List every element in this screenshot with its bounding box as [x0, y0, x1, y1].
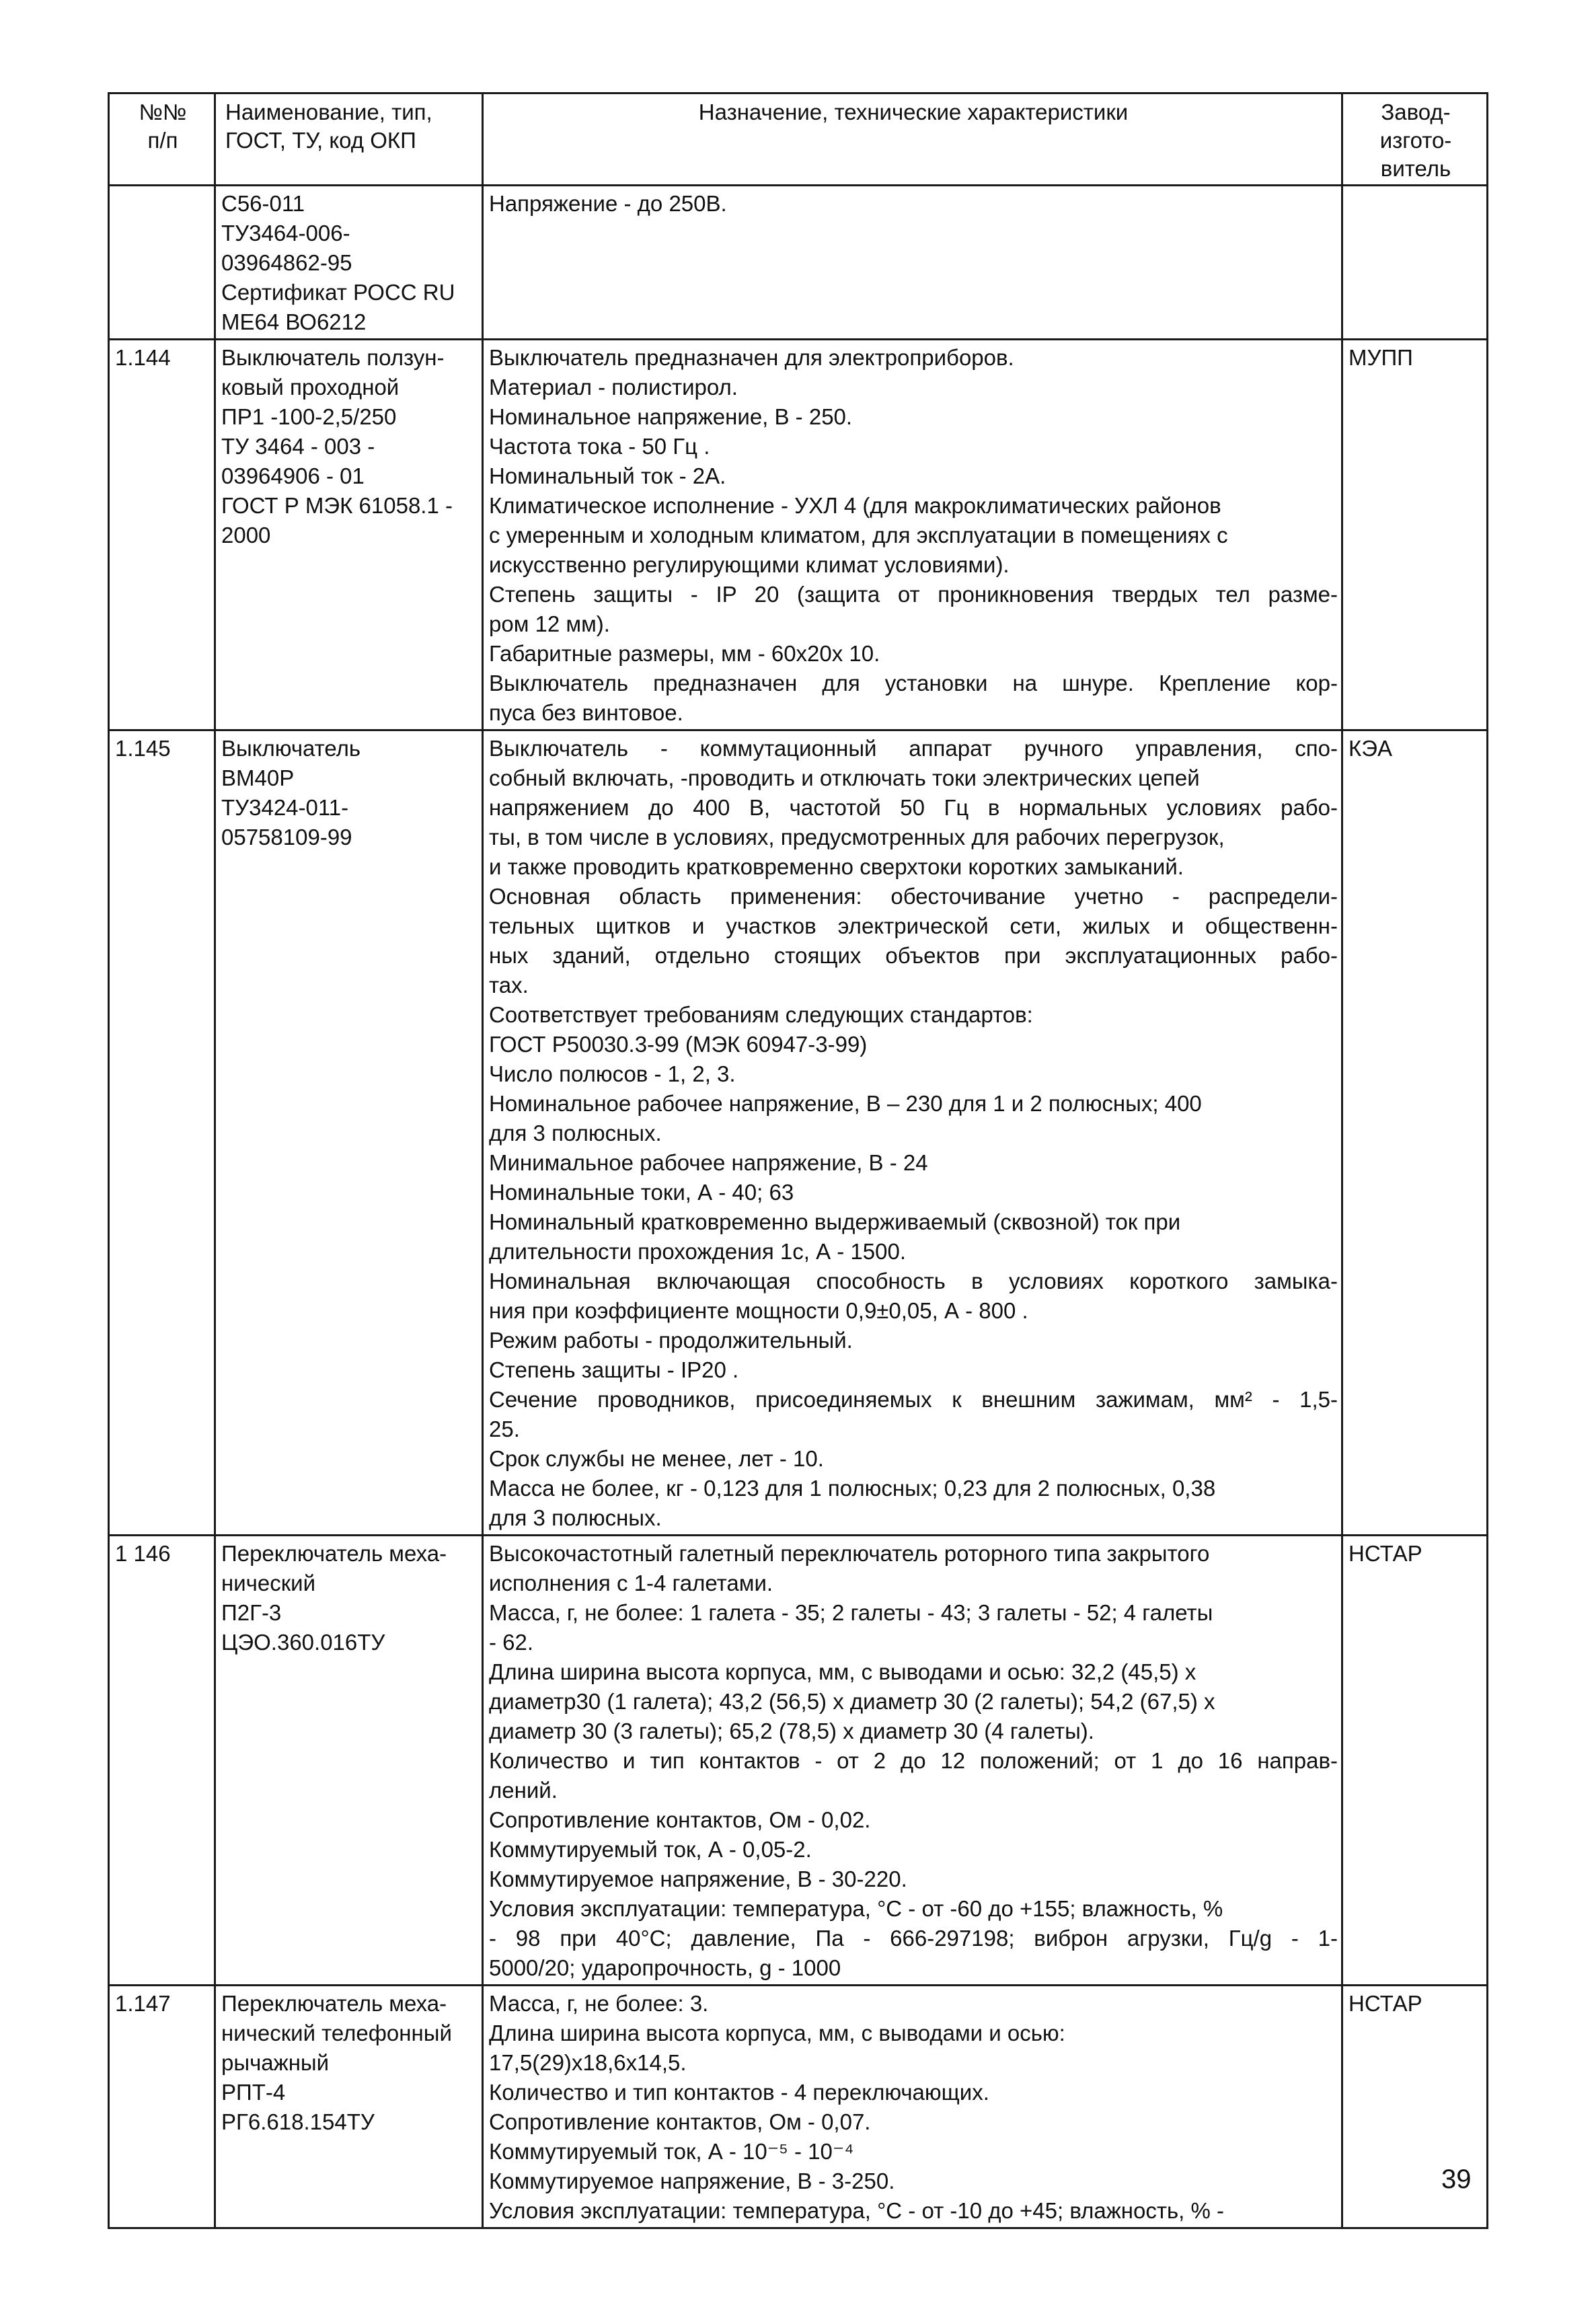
- description-line: Сопротивление контактов, Ом - 0,07.: [489, 2109, 871, 2134]
- item-name-line: РПТ-4: [221, 2080, 286, 2105]
- description-line: Минимальное рабочее напряжение, В - 24: [489, 1150, 928, 1175]
- header-desc-line: Назначение, технические характеристики: [698, 100, 1129, 124]
- header-desc: [483, 93, 1342, 186]
- row-number-cell: [109, 186, 215, 340]
- description-line: ных зданий, отдельно стоящих объектов при эксплуатационных рабо-: [489, 943, 1338, 968]
- description-line: лений.: [489, 1778, 558, 1803]
- manufacturer: НСТАР: [1348, 1991, 1422, 2016]
- table-row: [109, 1536, 1488, 1986]
- row-number-cell: [109, 730, 215, 1536]
- description-line: Коммутируемый ток, А - 10⁻⁵ - 10⁻⁴: [489, 2139, 854, 2164]
- description-line: Напряжение - до 250В.: [489, 191, 727, 216]
- description-cell: [483, 1536, 1342, 1986]
- row-number-cell: [109, 340, 215, 730]
- description-line: Номинальное напряжение, В - 250.: [489, 404, 853, 429]
- description-line: Масса не более, кг - 0,123 для 1 полюсных; 0,23 для 2 полюсных, 0,38: [489, 1476, 1216, 1501]
- description-line: искусственно регулирующими климат условиями).: [489, 552, 1010, 577]
- description-line: Высокочастотный галетный переключатель роторного типа закрытого: [489, 1541, 1210, 1566]
- description-line: Коммутируемое напряжение, В - 30-220.: [489, 1867, 907, 1891]
- row-number: 1 146: [115, 1541, 171, 1566]
- description-line: Сечение проводников, присоединяемых к внешним зажимам, мм² - 1,5-: [489, 1387, 1338, 1412]
- description-line: Условия эксплуатации: температура, °С - от -60 до +155; влажность, %: [489, 1896, 1223, 1921]
- description-line: и также проводить кратковременно сверхтоки коротких замыканий.: [489, 854, 1184, 879]
- item-name-line: ГОСТ Р МЭК 61058.1 -: [221, 493, 453, 518]
- description-line: ГОСТ Р50030.3-99 (МЭК 60947-3-99): [489, 1032, 868, 1057]
- manufacturer-cell: [1342, 730, 1488, 1536]
- description-line: тах.: [489, 973, 529, 997]
- description-cell: [483, 186, 1342, 340]
- item-name-line: ТУ3424-011-: [221, 795, 349, 820]
- item-name-line: нический: [221, 1571, 316, 1595]
- description-line: ты, в том числе в условиях, предусмотренных для рабочих перегрузок,: [489, 825, 1225, 850]
- description-line: Масса, г, не более: 1 галета - 35; 2 галеты - 43; 3 галеты - 52; 4 галеты: [489, 1600, 1213, 1625]
- item-name-line: Выключатель ползун-: [221, 345, 445, 370]
- page-number: 39: [1441, 2164, 1472, 2194]
- row-number-cell: [109, 1986, 215, 2228]
- header-num-line: №№: [139, 100, 187, 124]
- manufacturer: КЭА: [1348, 736, 1392, 761]
- description-line: собный включать, -проводить и отключать токи электрических цепей: [489, 765, 1200, 790]
- description-line: 17,5(29)х18,6х14,5.: [489, 2050, 687, 2075]
- description-line: Срок службы не менее, лет - 10.: [489, 1446, 824, 1471]
- item-name-line: РГ6.618.154ТУ: [221, 2109, 375, 2134]
- item-name-line: Сертификат РОСС RU: [221, 280, 455, 305]
- manufacturer: НСТАР: [1348, 1541, 1422, 1566]
- item-name-line: Переключатель меха-: [221, 1541, 447, 1566]
- description-line: Сопротивление контактов, Ом - 0,02.: [489, 1807, 871, 1832]
- header-mfr-line: изгото-: [1379, 128, 1452, 153]
- description-line: Режим работы - продолжительный.: [489, 1328, 853, 1353]
- description-line: Длина ширина высота корпуса, мм, с выводами и осью: 32,2 (45,5) х: [489, 1659, 1196, 1684]
- description-line: напряжением до 400 В, частотой 50 Гц в нормальных условиях рабо-: [489, 795, 1338, 820]
- header-name-line: Наименование, тип,: [225, 100, 432, 124]
- description-line: для 3 полюсных.: [489, 1121, 662, 1145]
- description-line: Выключатель предназначен для электроприборов.: [489, 345, 1014, 370]
- description-line: - 98 при 40°С; давление, Па - 666-297198; виброн агрузки, Гц/g - 1-: [489, 1926, 1338, 1951]
- row-number-cell: [109, 1536, 215, 1986]
- item-name-line: 03964862-95: [221, 250, 352, 275]
- description-line: Количество и тип контактов - от 2 до 12 положений; от 1 до 16 направ-: [489, 1748, 1338, 1773]
- table-body: [109, 186, 1488, 2228]
- item-name-line: ковый проходной: [221, 375, 400, 400]
- manufacturer: МУПП: [1348, 345, 1413, 370]
- description-line: ром 12 мм).: [489, 611, 610, 636]
- table-header-row: [109, 93, 1488, 186]
- description-cell: [483, 340, 1342, 730]
- description-line: Выключатель - коммутационный аппарат ручного управления, спо-: [489, 736, 1338, 761]
- row-number: 1.147: [115, 1991, 171, 2016]
- equipment-table: [108, 92, 1488, 2229]
- header-name-line: ГОСТ, ТУ, код ОКП: [225, 128, 416, 153]
- table-row: [109, 340, 1488, 730]
- description-line: исполнения с 1-4 галетами.: [489, 1571, 773, 1595]
- description-line: Материал - полистирол.: [489, 375, 738, 400]
- description-line: Коммутируемый ток, А - 0,05-2.: [489, 1837, 812, 1862]
- description-line: Номинальный кратковременно выдерживаемый (сквозной) ток при: [489, 1209, 1181, 1234]
- manufacturer-cell: [1342, 340, 1488, 730]
- item-name-line: Выключатель: [221, 736, 361, 761]
- row-number: 1.144: [115, 345, 171, 370]
- description-line: Соответствует требованиям следующих стандартов:: [489, 1002, 1033, 1027]
- item-name-line: Переключатель меха-: [221, 1991, 447, 2016]
- item-name-line: ВМ40Р: [221, 765, 295, 790]
- description-line: тельных щитков и участков электрической сети, жилых и общественн-: [489, 913, 1338, 938]
- manufacturer-cell: [1342, 186, 1488, 340]
- header-num-line: п/п: [147, 128, 178, 153]
- header-mfr-line: Завод-: [1381, 100, 1451, 124]
- item-name-line: 05758109-99: [221, 825, 352, 850]
- description-line: Масса, г, не более: 3.: [489, 1991, 709, 2016]
- description-line: Число полюсов - 1, 2, 3.: [489, 1061, 736, 1086]
- item-name-line: нический телефонный: [221, 2021, 452, 2045]
- item-name-line: рычажный: [221, 2050, 330, 2075]
- description-line: Выключатель предназначен для установки на шнуре. Крепление кор-: [489, 671, 1338, 695]
- item-name-line: ТУ 3464 - 003 -: [221, 434, 375, 459]
- description-line: - 62.: [489, 1630, 534, 1655]
- table-row: [109, 186, 1488, 340]
- item-name-line: П2Г-3: [221, 1600, 282, 1625]
- row-number: 1.145: [115, 736, 171, 761]
- item-name-line: 2000: [221, 523, 271, 548]
- description-line: Коммутируемое напряжение, В - 3-250.: [489, 2169, 895, 2193]
- description-line: Номинальная включающая способность в условиях короткого замыка-: [489, 1269, 1338, 1293]
- description-cell: [483, 730, 1342, 1536]
- description-line: Номинальные токи, А - 40; 63: [489, 1180, 794, 1205]
- item-name-cell: [215, 340, 483, 730]
- header-mfr-line: витель: [1380, 156, 1451, 181]
- item-name-line: ЦЭО.360.016ТУ: [221, 1630, 385, 1655]
- item-name-line: ПР1 -100-2,5/250: [221, 404, 397, 429]
- description-line: диаметр30 (1 галета); 43,2 (56,5) х диаметр 30 (2 галеты); 54,2 (67,5) х: [489, 1689, 1215, 1714]
- description-line: Номинальное рабочее напряжение, В – 230 для 1 и 2 полюсных; 400: [489, 1091, 1202, 1116]
- description-line: для 3 полюсных.: [489, 1505, 662, 1530]
- item-name-cell: [215, 1536, 483, 1986]
- description-line: Условия эксплуатации: температура, °С - от -10 до +45; влажность, % -: [489, 2198, 1225, 2223]
- description-line: пуса без винтовое.: [489, 700, 683, 725]
- item-name-line: 03964906 - 01: [221, 463, 365, 488]
- header-num: [109, 93, 215, 186]
- table-row: [109, 1986, 1488, 2228]
- description-line: Габаритные размеры, мм - 60х20х 10.: [489, 641, 880, 666]
- item-name-cell: [215, 730, 483, 1536]
- description-line: Основная область применения: обесточивание учетно - распредели-: [489, 884, 1338, 909]
- description-cell: [483, 1986, 1342, 2228]
- description-line: Номинальный ток - 2А.: [489, 463, 726, 488]
- item-name-cell: [215, 1986, 483, 2228]
- description-line: Климатическое исполнение - УХЛ 4 (для макроклиматических районов: [489, 493, 1221, 518]
- description-line: Степень защиты - IP 20 (защита от проникновения твердых тел разме-: [489, 582, 1338, 607]
- item-name-line: С56-011: [221, 191, 305, 216]
- description-line: Длина ширина высота корпуса, мм, с выводами и осью:: [489, 2021, 1065, 2045]
- header-mfr: [1342, 93, 1488, 186]
- item-name-cell: [215, 186, 483, 340]
- description-line: диаметр 30 (3 галеты); 65,2 (78,5) х диаметр 30 (4 галеты).: [489, 1719, 1094, 1743]
- description-line: Частота тока - 50 Гц .: [489, 434, 710, 459]
- description-line: Количество и тип контактов - 4 переключающих.: [489, 2080, 989, 2105]
- description-line: 5000/20; ударопрочность, g - 1000: [489, 1955, 841, 1980]
- manufacturer-cell: [1342, 1536, 1488, 1986]
- description-line: ния при коэффициенте мощности 0,9±0,05, А - 800 .: [489, 1298, 1028, 1323]
- header-name: [215, 93, 483, 186]
- description-line: 25.: [489, 1417, 520, 1441]
- description-line: Степень защиты - IP20 .: [489, 1357, 739, 1382]
- item-name-line: ТУ3464-006-: [221, 221, 350, 246]
- table-row: [109, 730, 1488, 1536]
- description-line: длительности прохождения 1с, А - 1500.: [489, 1239, 906, 1264]
- description-line: с умеренным и холодным климатом, для эксплуатации в помещениях с: [489, 523, 1228, 548]
- item-name-line: МЕ64 ВО6212: [221, 309, 367, 334]
